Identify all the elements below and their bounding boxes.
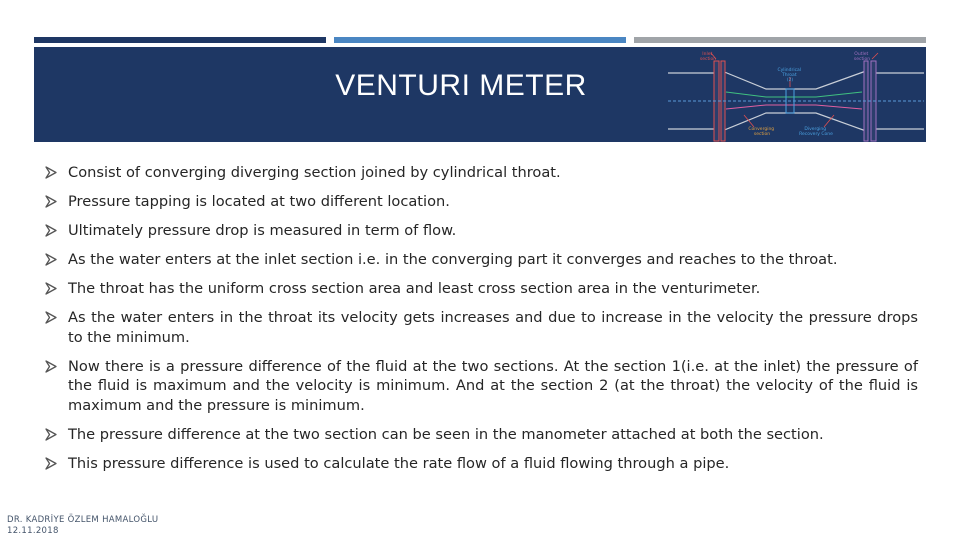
arrowhead-bullet-icon <box>45 457 57 470</box>
bullet-item <box>44 357 918 416</box>
diagram-label-diverging: Diverging Recovery Cone <box>799 127 833 137</box>
bullet-item <box>44 279 918 299</box>
accent-bar-blue <box>334 37 626 43</box>
flow-lines <box>668 92 924 109</box>
bullet-text: This pressure difference is used to calculate the rate flow of a fluid flowing through a pipe. <box>68 454 730 472</box>
bullet-item <box>44 192 918 212</box>
arrowhead-bullet-icon <box>45 253 57 266</box>
diagram-label-inlet: Inlet section <box>699 52 717 62</box>
bullet-item <box>44 163 918 183</box>
arrowhead-bullet-icon <box>45 166 57 179</box>
bullet-text: As the water enters at the inlet section i.e. in the converging part it converges and reaches to the throat. <box>68 251 838 268</box>
bullet-list <box>44 163 918 483</box>
venturi-diagram <box>666 47 926 142</box>
slide-footer <box>7 515 158 537</box>
bullet-text: Pressure tapping is located at two different location. <box>68 193 450 210</box>
arrowhead-bullet-icon <box>45 428 57 441</box>
bullet-text: As the water enters in the throat its velocity gets increases and due to increase in the velocity the pressure drops to the minimum. <box>68 309 918 346</box>
bullet-text: The throat has the uniform cross section area and least cross section area in the venturimeter. <box>68 280 761 297</box>
bullet-text: Ultimately pressure drop is measured in term of flow. <box>68 222 457 239</box>
bullet-item <box>44 454 918 474</box>
accent-bar-dark <box>34 37 326 43</box>
arrowhead-bullet-icon <box>45 311 57 324</box>
bullet-item <box>44 425 918 445</box>
bullet-text: The pressure difference at the two section can be seen in the manometer attached at both the section. <box>68 425 824 443</box>
title-banner <box>34 47 926 142</box>
bullet-item <box>44 308 918 347</box>
bullet-text: Now there is a pressure difference of the fluid at the two sections. At the section 1(i.e. at the inlet) the pressure of the fluid is maximum and the velocity is minimum. And at the section 2 (at the throat) the velocity of the fluid is maximum and the pressure is minimum. <box>68 357 918 414</box>
arrowhead-bullet-icon <box>45 282 57 295</box>
diagram-label-outlet: Outlet section <box>853 52 871 62</box>
arrowhead-bullet-icon <box>45 195 57 208</box>
footer-date: 12.11.2018 <box>7 526 59 536</box>
diagram-label-throat: Cylindrical Throat (2) <box>777 68 802 83</box>
footer-author: DR. KADRİYE ÖZLEM HAMALOĞLU <box>7 515 159 525</box>
arrowhead-bullet-icon <box>45 360 57 373</box>
bullet-text: Consist of converging diverging section joined by cylindrical throat. <box>68 164 561 181</box>
arrowhead-bullet-icon <box>45 224 57 237</box>
accent-bar-gray <box>634 37 926 43</box>
diagram-label-converging: Converging section <box>748 127 775 137</box>
bullet-item <box>44 221 918 241</box>
bullet-item <box>44 250 918 270</box>
slide-title: VENTURI METER <box>335 69 587 102</box>
